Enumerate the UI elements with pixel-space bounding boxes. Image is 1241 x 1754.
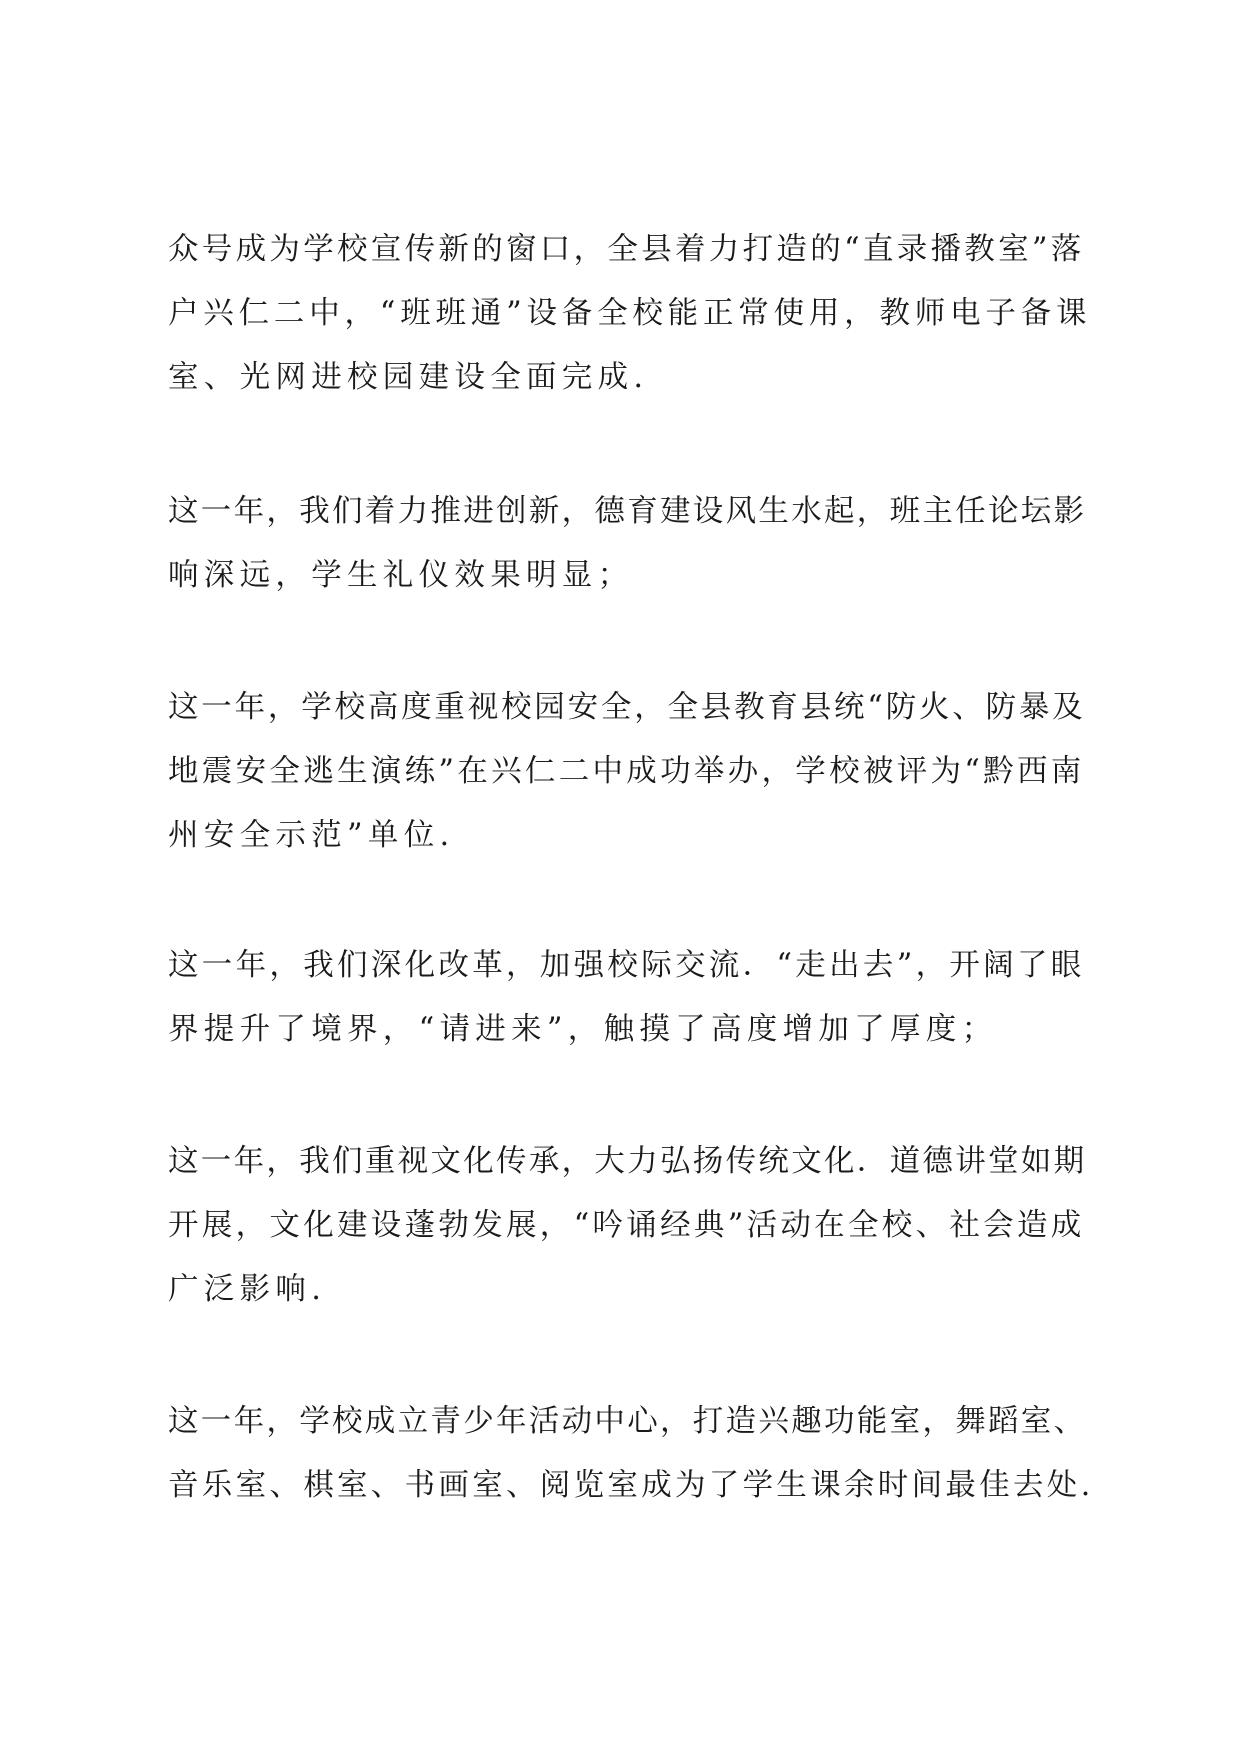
paragraph-3 [168, 676, 1098, 868]
paragraph-line: 地震安全逃生演练”在兴仁二中成功举办，学校被评为“黔西南 [168, 754, 1085, 789]
paragraph-line: 这一年，我们重视文化传承，大力弘扬传统文化．道德讲堂如期 [168, 1144, 1087, 1179]
paragraph-4 [168, 934, 1098, 1062]
paragraph-line: 州安全示范”单位. [168, 818, 455, 853]
paragraph-5 [168, 1130, 1098, 1322]
paragraph-6 [168, 1390, 1098, 1518]
paragraph-line: 音乐室、棋室、书画室、阅览室成为了学生课余时间最佳去处. [168, 1468, 1094, 1503]
paragraph-line: 界提升了境界，“请进来”，触摸了高度增加了厚度； [168, 1012, 998, 1047]
paragraph-1 [168, 218, 1098, 410]
paragraph-line: 这一年，我们着力推进创新，德育建设风生水起，班主任论坛影 [168, 494, 1087, 529]
paragraph-line: 这一年，我们深化改革，加强校际交流．“走出去”，开阔了眼 [168, 948, 1085, 983]
paragraph-line: 广泛影响. [168, 1272, 327, 1307]
paragraph-line: 户兴仁二中，“班班通”设备全校能正常使用，教师电子备课 [168, 296, 1092, 331]
paragraph-line: 开展，文化建设蓬勃发展，“吟诵经典”活动在全校、社会造成 [168, 1208, 1085, 1243]
paragraph-line: 这一年，学校高度重视校园安全，全县教育县统“防火、防暴及 [168, 690, 1086, 725]
paragraph-line: 响深远，学生礼仪效果明显； [168, 558, 634, 593]
paragraph-2 [168, 480, 1098, 608]
paragraph-line: 这一年，学校成立青少年活动中心，打造兴趣功能室，舞蹈室、 [168, 1404, 1087, 1439]
paragraph-line: 室、光网进校园建设全面完成. [168, 360, 649, 395]
paragraph-line: 众号成为学校宣传新的窗口，全县着力打造的“直录播教室”落 [168, 232, 1085, 267]
